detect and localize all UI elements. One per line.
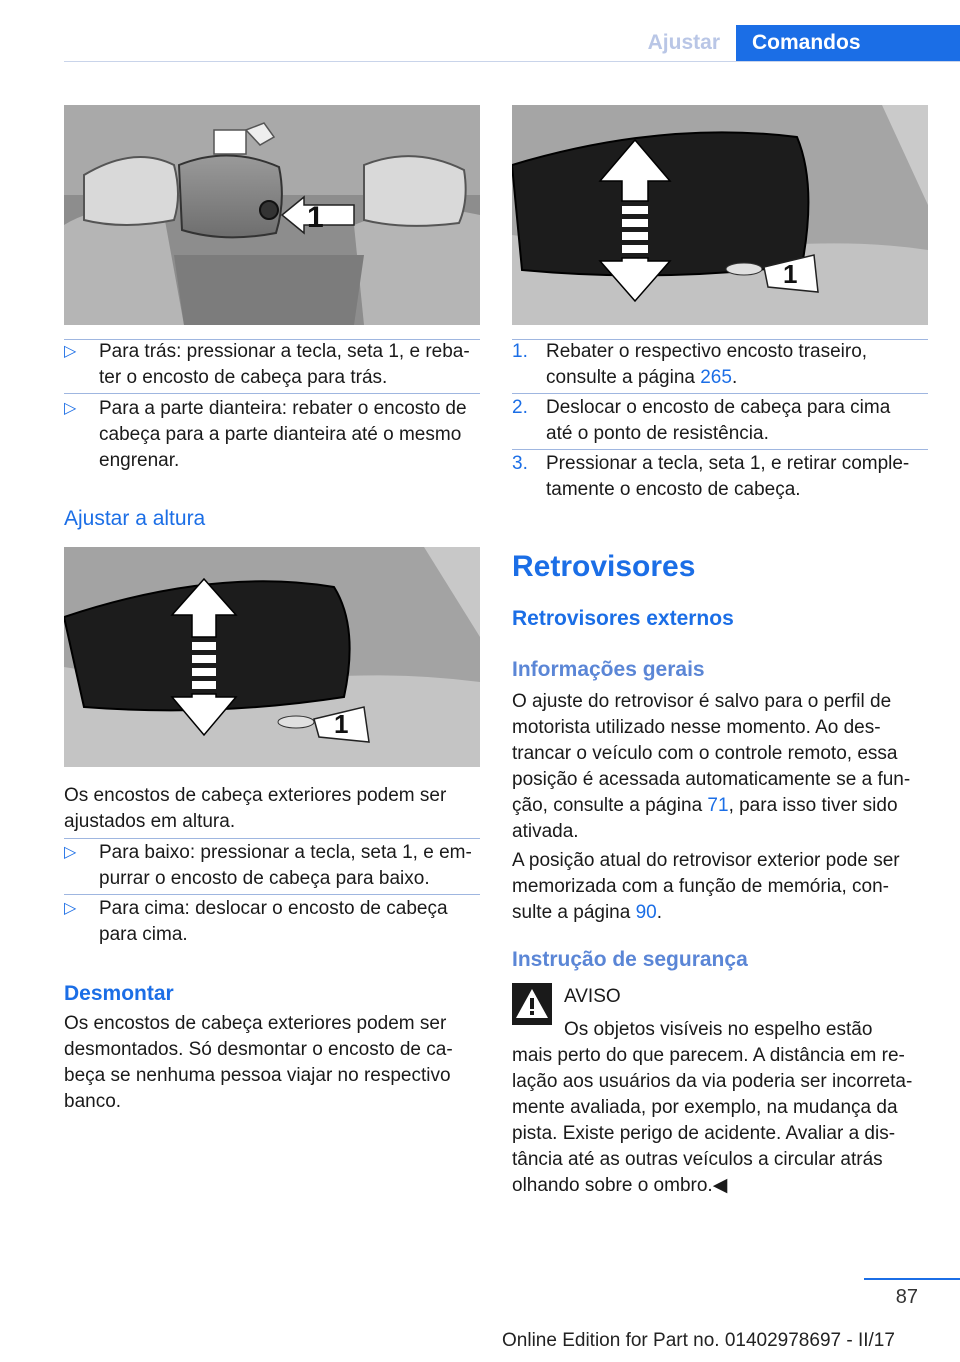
section-heading-remove: Desmontar (64, 982, 174, 1005)
page-link-265[interactable]: 265 (700, 367, 732, 388)
page-number: 87 (895, 1286, 918, 1308)
paragraph-line: mais perto do que parecem. A distância em re‐ (512, 1045, 905, 1066)
bullet-text-line: para cima. (99, 924, 188, 945)
page-link-71[interactable]: 71 (707, 795, 729, 816)
paragraph-line: ajustados em altura. (64, 811, 236, 832)
paragraph-line: trancar o veículo com o controle remoto, essa (512, 743, 898, 764)
step-text-punct: . (731, 367, 738, 388)
paragraph-line: , para isso tiver sido (728, 795, 898, 816)
paragraph-line: lação aos usuários da via poderia ser incorreta‐ (512, 1071, 913, 1092)
step-separator (512, 449, 928, 450)
bullet-text-line: cabeça para a parte dianteira até o mesmo (99, 424, 462, 445)
paragraph-height (64, 783, 480, 835)
paragraph-line: A posição atual do retrovisor exterior pode ser (512, 850, 900, 871)
callout-number: 1 (307, 201, 324, 234)
figure-headrest-remove (512, 105, 928, 325)
bullet-triangle-icon: ▷ (64, 400, 77, 417)
step-text-line: tamente o encosto de cabeça. (546, 479, 801, 500)
paragraph-line: Os encostos de cabeça exteriores podem ser (64, 1013, 447, 1034)
bullet-triangle-icon: ▷ (64, 343, 77, 360)
bullet-triangle-icon: ▷ (64, 844, 77, 861)
paragraph-general-info (512, 689, 928, 845)
subheading-general-info: Informações gerais (512, 658, 705, 681)
paragraph-remove (64, 1011, 480, 1115)
warning-body (512, 1043, 928, 1199)
section-heading-external-mirrors: Retrovisores externos (512, 607, 734, 630)
bullet-text-line: Para trás: pressionar a tecla, seta 1, e reba‐ (99, 341, 470, 362)
figure-headrest-height-svg (64, 547, 480, 767)
bullet-separator (64, 393, 480, 394)
paragraph-line: desmontados. Só desmontar o encosto de ca‐ (64, 1039, 453, 1060)
chapter-heading-mirrors: Retrovisores (512, 550, 696, 583)
bullet-text-line: purrar o encosto de cabeça para baixo. (99, 868, 430, 889)
bullet-triangle-icon: ▷ (64, 900, 77, 917)
page-link-90[interactable]: 90 (635, 902, 657, 923)
bullet-text-line: Para a parte dianteira: rebater o encosto de (99, 398, 467, 419)
step-text-line: até o ponto de resistência. (546, 423, 769, 444)
paragraph-line: banco. (64, 1091, 122, 1112)
paragraph-line: tância até as outras veículos a circular atrás (512, 1149, 883, 1170)
bullet-text-line: engrenar. (99, 450, 180, 471)
paragraph-line: motorista utilizado nesse momento. Ao des‐ (512, 717, 881, 738)
figure-headrest-remove-svg (512, 105, 928, 325)
step-text-line: Deslocar o encosto de cabeça para cima (546, 397, 891, 418)
figure-headrest-fold (64, 105, 480, 325)
callout-number: 1 (783, 259, 798, 289)
paragraph-line: mente avaliada, por exemplo, na mudança da (512, 1097, 898, 1118)
section-heading-height: Ajustar a altura (64, 507, 206, 530)
step-text-line: Pressionar a tecla, seta 1, e retirar comple‐ (546, 453, 910, 474)
paragraph-line: olhando sobre o ombro.◀ (512, 1175, 728, 1196)
header-rule (64, 61, 960, 62)
callout-number: 1 (334, 709, 349, 739)
footer-rule (864, 1278, 960, 1280)
figure-headrest-height (64, 547, 480, 767)
step-text-line: consulte a página (546, 367, 701, 388)
paragraph-line: memorizada com a função de memória, con‐ (512, 876, 889, 897)
paragraph-line: . (656, 902, 663, 923)
paragraph-line: ção, consulte a página (512, 795, 708, 816)
step-number: 2. (512, 397, 528, 418)
warning-triangle-icon (512, 983, 552, 1025)
warning-title: AVISO (564, 986, 621, 1007)
step-separator (512, 393, 928, 394)
paragraph-line: Os encostos de cabeça exteriores podem ser (64, 785, 447, 806)
bullet-text-line: Para cima: deslocar o encosto de cabeça (99, 898, 448, 919)
step-text-line: Rebater o respectivo encosto traseiro, (546, 341, 868, 362)
step-number: 3. (512, 453, 528, 474)
paragraph-line: beça se nenhuma pessoa viajar no respectivo (64, 1065, 451, 1086)
bullet-separator (64, 894, 480, 895)
bullet-separator (64, 838, 480, 839)
paragraph-line: ativada. (512, 821, 579, 842)
running-header-section: Ajustar (647, 31, 720, 54)
bullet-text-line: Para baixo: pressionar a tecla, seta 1, e em‐ (99, 842, 472, 863)
running-header-chapter: Comandos (736, 25, 960, 62)
warning-first-line: Os objetos visíveis no espelho estão (564, 1019, 873, 1040)
step-number: 1. (512, 341, 528, 362)
paragraph-line: O ajuste do retrovisor é salvo para o perfil de (512, 691, 892, 712)
figure-headrest-fold-svg (64, 105, 480, 325)
paragraph-memory (512, 848, 928, 926)
paragraph-line: pista. Existe perigo de acidente. Avaliar a dis‐ (512, 1123, 896, 1144)
paragraph-line: posição é acessada automaticamente se a fun‐ (512, 769, 911, 790)
bullet-text-line: ter o encosto de cabeça para trás. (99, 367, 388, 388)
edition-footer: Online Edition for Part no. 01402978697 - II/17 (502, 1330, 895, 1351)
subheading-safety: Instrução de segurança (512, 948, 748, 971)
paragraph-line: sulte a página (512, 902, 636, 923)
